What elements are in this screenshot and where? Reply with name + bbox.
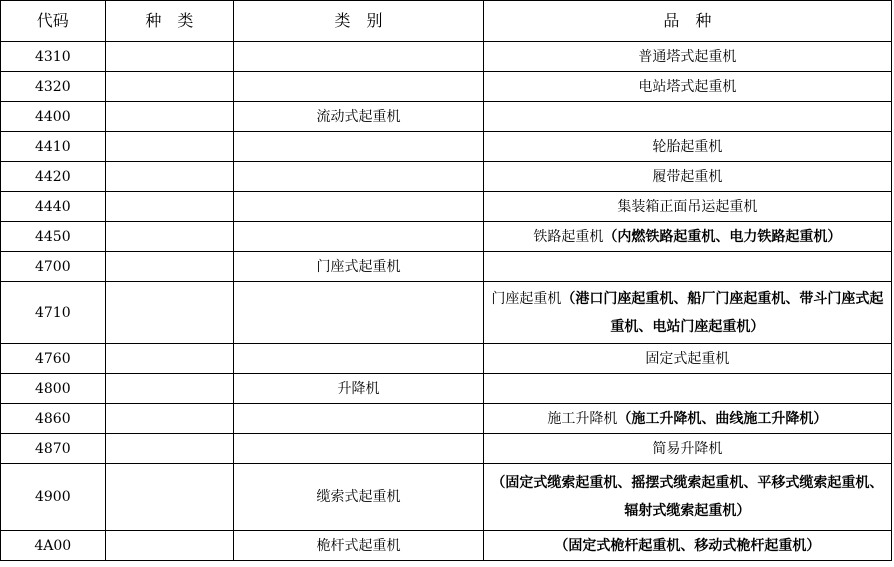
variety-cell <box>483 252 891 282</box>
header-code: 代码 <box>1 1 106 42</box>
variety-cell <box>483 222 891 252</box>
code-cell: 4320 <box>1 72 106 102</box>
category-cell <box>234 132 483 162</box>
code-cell: 4420 <box>1 162 106 192</box>
kind-cell <box>105 132 234 162</box>
variety-note: （固定式缆索起重机、摇摆式缆索起重机、平移式缆索起重机、辐射式缆索起重机） <box>491 475 884 519</box>
kind-cell <box>105 222 234 252</box>
variety-cell <box>483 102 891 132</box>
kind-cell <box>105 42 234 72</box>
variety-name: 固定式起重机 <box>645 350 730 367</box>
kind-cell <box>105 162 234 192</box>
variety-name: 简易升降机 <box>652 440 723 457</box>
table-row <box>1 404 892 434</box>
variety-cell <box>483 132 891 162</box>
variety-cell <box>483 344 891 374</box>
variety-name: 电站塔式起重机 <box>638 78 737 95</box>
variety-name: 门座起重机 <box>491 290 562 307</box>
code-cell: 4440 <box>1 192 106 222</box>
header-kind: 种 类 <box>105 1 234 42</box>
category-cell <box>234 192 483 222</box>
code-cell: 4700 <box>1 252 106 282</box>
variety-note: （固定式桅杆起重机、移动式桅杆起重机） <box>554 537 821 554</box>
table-row <box>1 531 892 561</box>
kind-cell <box>105 374 234 404</box>
table-row <box>1 464 892 531</box>
category-cell <box>234 434 483 464</box>
kind-cell <box>105 464 234 531</box>
kind-cell <box>105 531 234 561</box>
category-cell: 桅杆式起重机 <box>234 531 483 561</box>
table-row <box>1 192 892 222</box>
kind-cell <box>105 344 234 374</box>
variety-cell <box>483 434 891 464</box>
header-category: 类 别 <box>234 1 483 42</box>
variety-note: （施工升降机、曲线施工升降机） <box>617 410 828 427</box>
kind-cell <box>105 404 234 434</box>
kind-cell <box>105 282 234 344</box>
code-cell: 4410 <box>1 132 106 162</box>
table-row <box>1 222 892 252</box>
table-row <box>1 374 892 404</box>
category-cell: 门座式起重机 <box>234 252 483 282</box>
variety-cell <box>483 464 891 531</box>
table-row <box>1 132 892 162</box>
code-cell: 4400 <box>1 102 106 132</box>
code-cell: 4710 <box>1 282 106 344</box>
category-cell: 流动式起重机 <box>234 102 483 132</box>
variety-name: 集装箱正面吊运起重机 <box>617 198 758 215</box>
variety-note: （内燃铁路起重机、电力铁路起重机） <box>603 228 842 245</box>
table-row <box>1 162 892 192</box>
table-row <box>1 344 892 374</box>
kind-cell <box>105 434 234 464</box>
table-row <box>1 434 892 464</box>
variety-cell <box>483 374 891 404</box>
variety-note: （港口门座起重机、船厂门座起重机、带斗门座式起重机、电站门座起重机） <box>561 290 884 335</box>
table-row <box>1 72 892 102</box>
variety-name: 履带起重机 <box>652 168 723 185</box>
variety-name: 施工升降机 <box>547 410 618 427</box>
code-cell: 4800 <box>1 374 106 404</box>
variety-cell <box>483 404 891 434</box>
kind-cell <box>105 72 234 102</box>
category-cell <box>234 404 483 434</box>
variety-cell <box>483 42 891 72</box>
variety-name: 铁路起重机 <box>533 228 604 245</box>
code-cell: 4A00 <box>1 531 106 561</box>
category-cell <box>234 42 483 72</box>
category-cell <box>234 72 483 102</box>
code-cell: 4860 <box>1 404 106 434</box>
code-cell: 4310 <box>1 42 106 72</box>
category-cell <box>234 222 483 252</box>
category-cell <box>234 344 483 374</box>
variety-cell <box>483 192 891 222</box>
code-cell: 4760 <box>1 344 106 374</box>
table-row <box>1 252 892 282</box>
variety-name: 轮胎起重机 <box>652 138 723 155</box>
header-variety: 品 种 <box>483 1 891 42</box>
variety-name: 普通塔式起重机 <box>638 48 737 65</box>
variety-cell <box>483 162 891 192</box>
kind-cell <box>105 102 234 132</box>
variety-cell <box>483 72 891 102</box>
category-cell <box>234 162 483 192</box>
table-row <box>1 102 892 132</box>
table-row <box>1 282 892 344</box>
category-cell: 升降机 <box>234 374 483 404</box>
table-row <box>1 42 892 72</box>
code-cell: 4900 <box>1 464 106 531</box>
variety-cell <box>483 282 891 344</box>
header-row <box>1 1 892 42</box>
kind-cell <box>105 252 234 282</box>
code-cell: 4870 <box>1 434 106 464</box>
variety-cell <box>483 531 891 561</box>
code-cell: 4450 <box>1 222 106 252</box>
kind-cell <box>105 192 234 222</box>
category-cell: 缆索式起重机 <box>234 464 483 531</box>
category-cell <box>234 282 483 344</box>
